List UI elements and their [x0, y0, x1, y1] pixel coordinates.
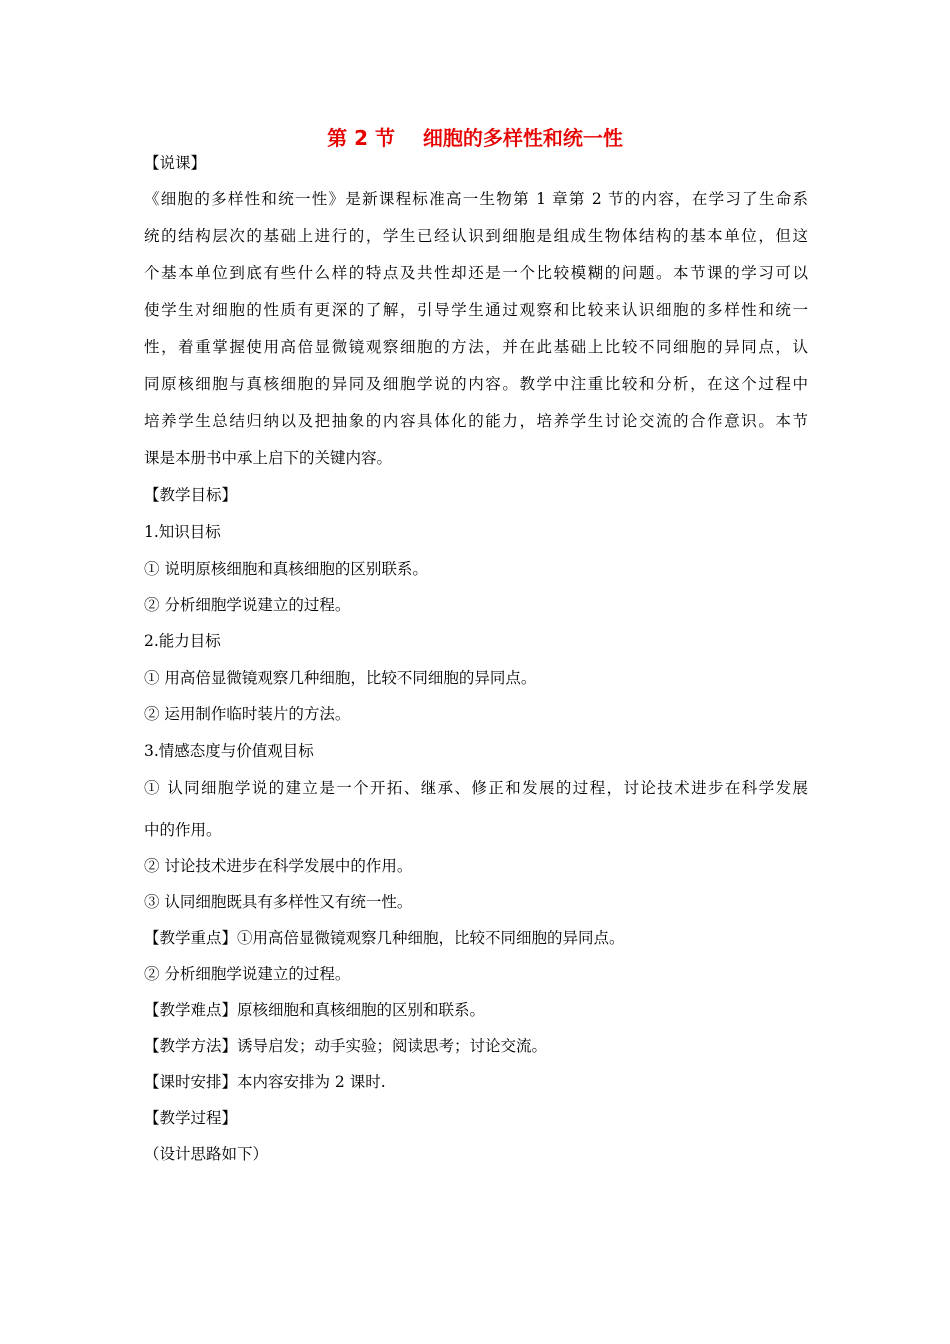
section-difficulties: 【教学难点】原核细胞和真核细胞的区别和联系。	[144, 1001, 486, 1019]
paragraph-line: 使学生对细胞的性质有更深的了解，引导学生通过观察和比较来认识细胞的多样性和统一	[144, 301, 808, 319]
subheading-knowledge: 1.知识目标	[144, 523, 221, 541]
paragraph-line: 培养学生总结归纳以及把抽象的内容具体化的能力，培养学生讨论交流的合作意识。本节	[144, 412, 808, 430]
section-key-points: 【教学重点】①用高倍显微镜观察几种细胞，比较不同细胞的异同点。	[144, 929, 625, 947]
page-title: 第 2 节 细胞的多样性和统一性	[327, 126, 623, 150]
list-item: ③ 认同细胞既具有多样性又有统一性。	[144, 893, 413, 911]
paragraph-line: 统的结构层次的基础上进行的，学生已经认识到细胞是组成生物体结构的基本单位，但这	[144, 227, 808, 245]
subheading-ability: 2.能力目标	[144, 632, 221, 650]
section-methods: 【教学方法】诱导启发；动手实验；阅读思考；讨论交流。	[144, 1037, 548, 1055]
section-heading-objectives: 【教学目标】	[144, 486, 238, 504]
subheading-attitude: 3.情感态度与价值观目标	[144, 742, 314, 760]
list-item: ① 认同细胞学说的建立是一个开拓、继承、修正和发展的过程，讨论技术进步在科学发展	[144, 779, 808, 797]
paragraph-line: 性，着重掌握使用高倍显微镜观察细胞的方法，并在此基础上比较不同细胞的异同点，认	[144, 338, 808, 356]
list-item: ② 分析细胞学说建立的过程。	[144, 965, 351, 983]
paragraph-line: 《细胞的多样性和统一性》是新课程标准高一生物第 1 章第 2 节的内容，在学习了生命系	[144, 190, 808, 208]
paragraph-line: 个基本单位到底有些什么样的特点及共性却还是一个比较模糊的问题。本节课的学习可以	[144, 264, 808, 282]
section-process: 【教学过程】	[144, 1109, 238, 1127]
design-note: （设计思路如下）	[144, 1145, 269, 1163]
paragraph-line: 课是本册书中承上启下的关键内容。	[144, 449, 393, 467]
paragraph-line: 同原核细胞与真核细胞的异同及细胞学说的内容。教学中注重比较和分析，在这个过程中	[144, 375, 808, 393]
list-item: ① 用高倍显微镜观察几种细胞，比较不同细胞的异同点。	[144, 669, 537, 687]
list-item: ① 说明原核细胞和真核细胞的区别联系。	[144, 560, 428, 578]
list-item: ② 讨论技术进步在科学发展中的作用。	[144, 857, 413, 875]
list-item: ② 分析细胞学说建立的过程。	[144, 596, 351, 614]
section-heading-shuoke: 【说课】	[144, 154, 207, 172]
list-item-continuation: 中的作用。	[144, 821, 222, 839]
section-schedule: 【课时安排】本内容安排为 2 课时.	[144, 1073, 386, 1091]
list-item: ② 运用制作临时装片的方法。	[144, 705, 351, 723]
